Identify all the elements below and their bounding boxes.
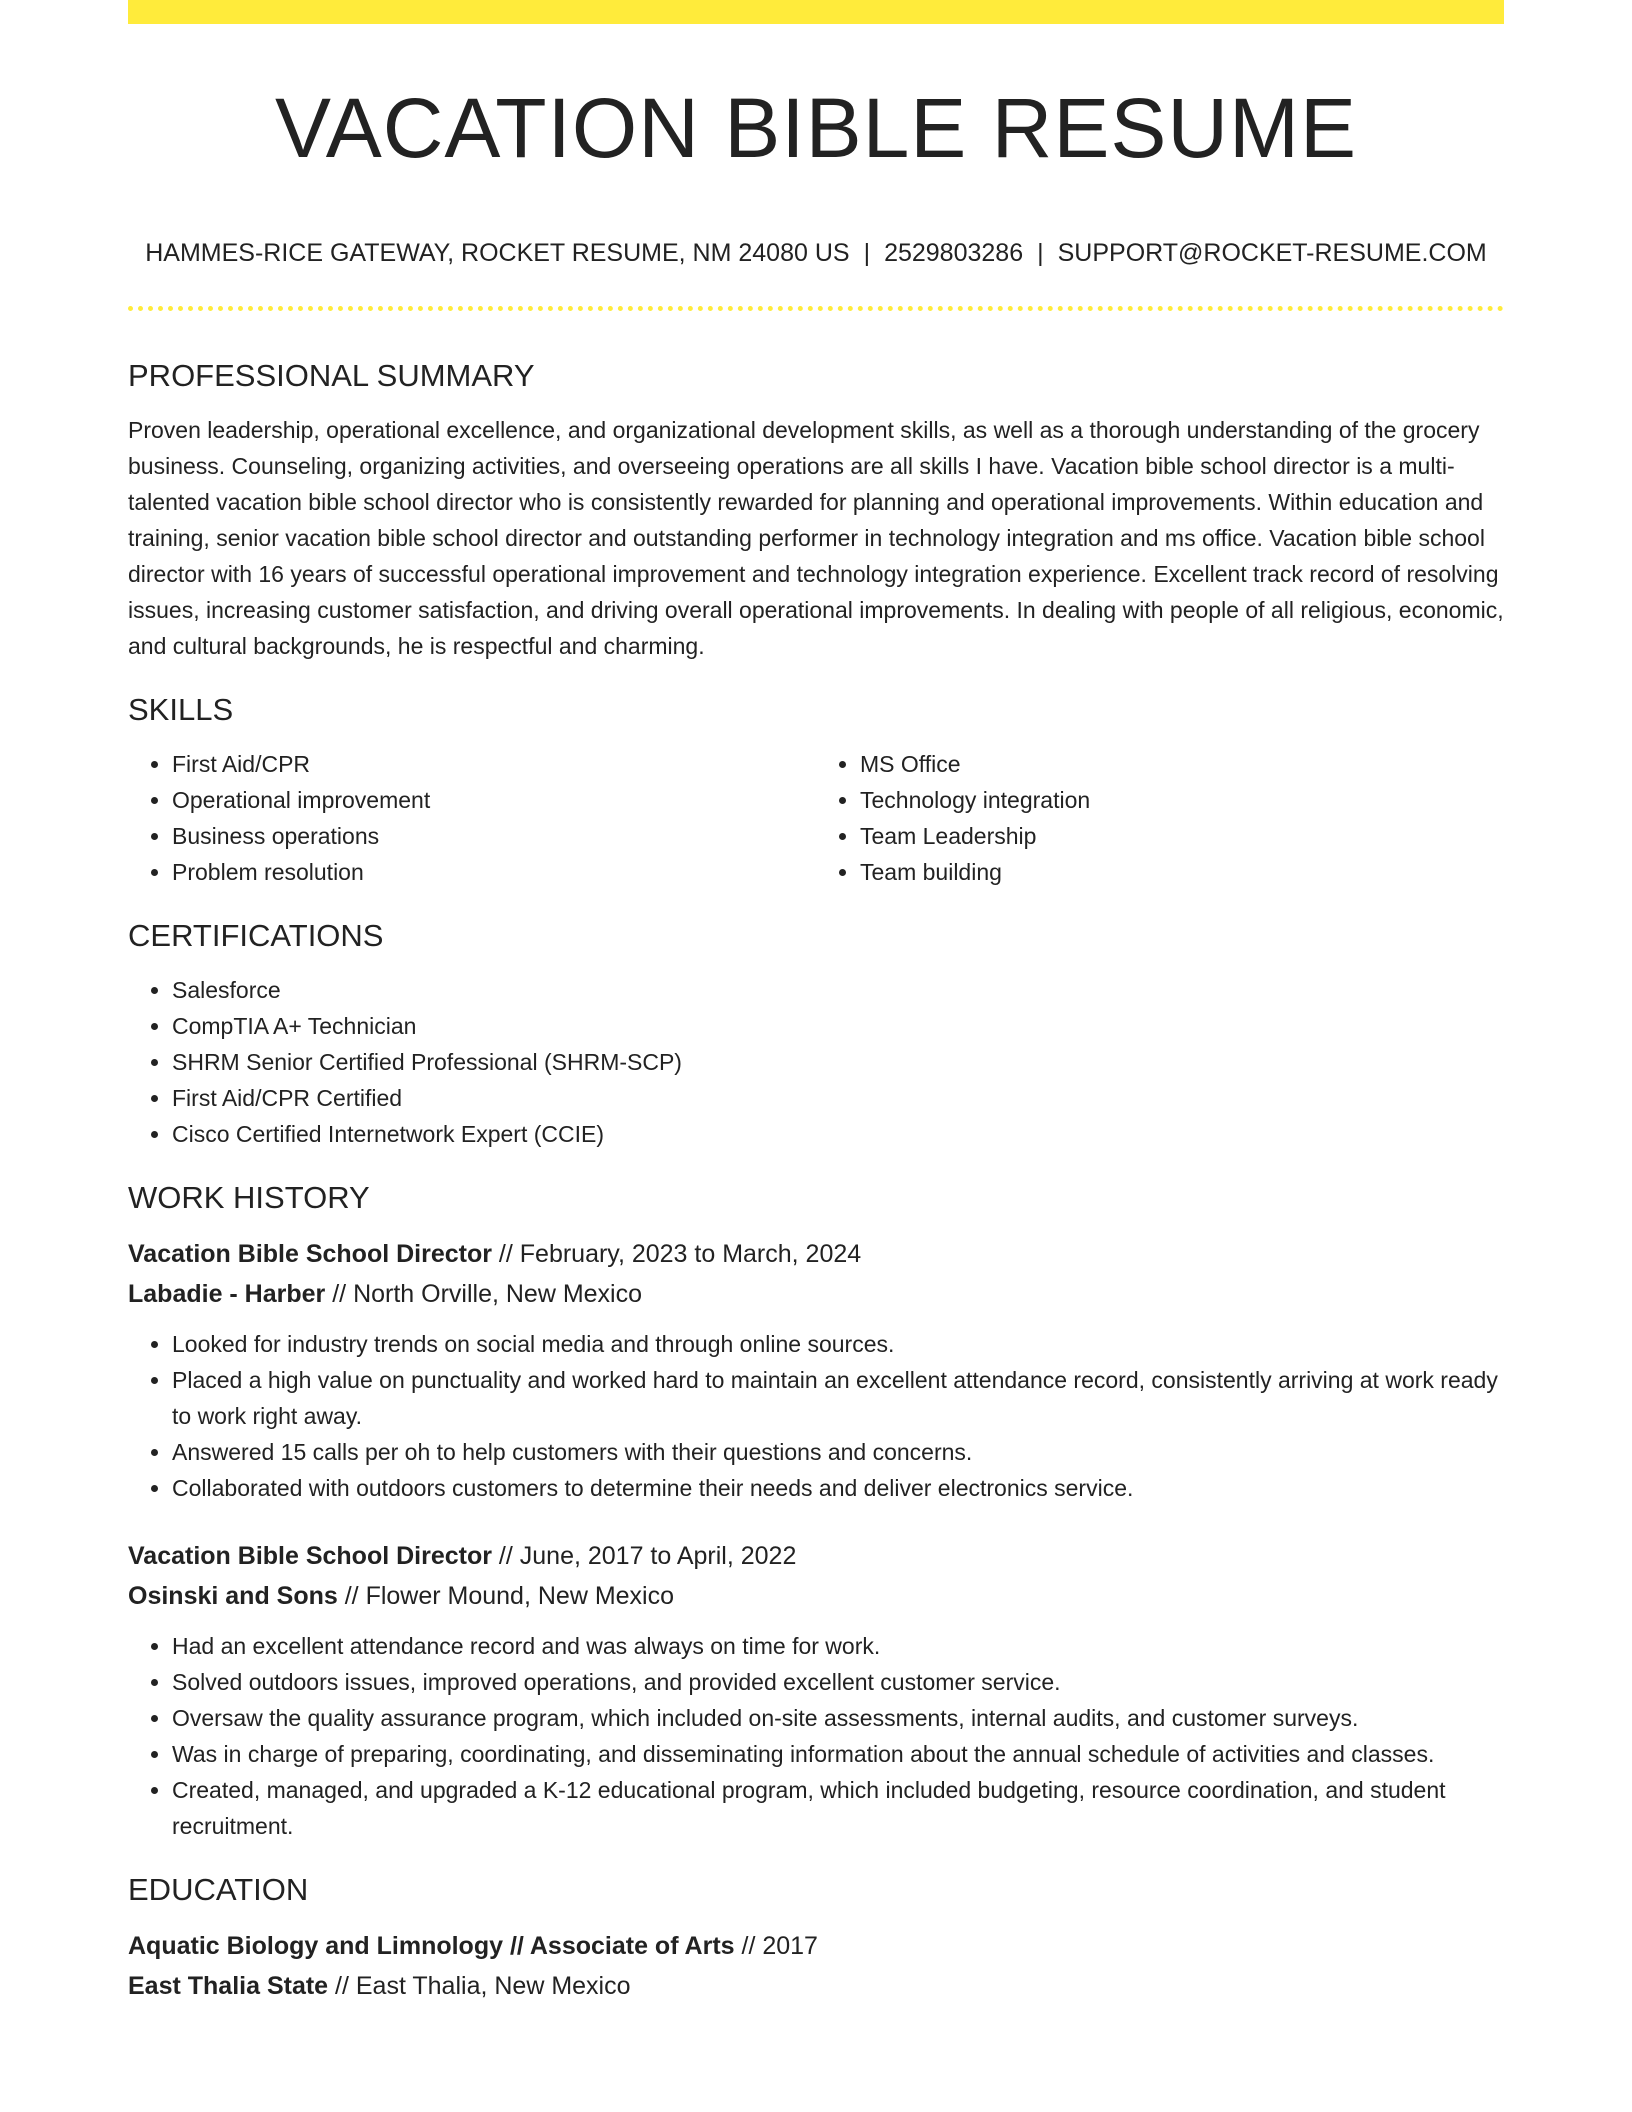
resume-title: VACATION BIBLE RESUME bbox=[274, 81, 1358, 175]
job-bullets bbox=[128, 1628, 1504, 1844]
job-bullet: • Looked for industry trends on social media and through online sources. bbox=[172, 1326, 1504, 1362]
certification-item: • CompTIA A+ Technician bbox=[172, 1008, 1504, 1044]
skill-item: • MS Office bbox=[860, 746, 1504, 782]
job-bullet: • Collaborated with outdoors customers to determine their needs and deliver electronics service. bbox=[172, 1470, 1504, 1506]
graduation-year: // 2017 bbox=[734, 1932, 818, 1960]
job-title: Vacation Bible School Director bbox=[128, 1240, 492, 1268]
certification-item: • First Aid/CPR Certified bbox=[172, 1080, 1504, 1116]
school-location: // East Thalia, New Mexico bbox=[328, 1972, 631, 2000]
job-entry bbox=[128, 1536, 1504, 1844]
section-heading-summary: PROFESSIONAL SUMMARY bbox=[128, 358, 535, 393]
job-location: // North Orville, New Mexico bbox=[325, 1280, 643, 1308]
job-bullet: • Oversaw the quality assurance program, which included on-site assessments, internal audits, and customer surveys. bbox=[172, 1700, 1504, 1736]
section-heading-certifications: CERTIFICATIONS bbox=[128, 918, 384, 953]
phone: 2529803286 bbox=[884, 239, 1024, 267]
job-bullet: • Placed a high value on punctuality and worked hard to maintain an excellent attendance record, consistently arriving at work ready to work right away. bbox=[172, 1362, 1504, 1434]
degree: Aquatic Biology and Limnology // Associate of Arts bbox=[128, 1932, 735, 1960]
job-bullet: • Answered 15 calls per oh to help customers with their questions and concerns. bbox=[172, 1434, 1504, 1470]
contact-line bbox=[128, 236, 1504, 270]
skill-item: • Team Leadership bbox=[860, 818, 1504, 854]
job-bullets bbox=[128, 1326, 1504, 1506]
section-heading-skills: SKILLS bbox=[128, 692, 234, 727]
job-bullet: • Created, managed, and upgraded a K-12 educational program, which included budgeting, resource coordination, and student recruitment. bbox=[172, 1772, 1504, 1844]
resume-body bbox=[128, 354, 1504, 2030]
skill-item: • Team building bbox=[860, 854, 1504, 890]
certification-item: • Cisco Certified Internetwork Expert (CCIE) bbox=[172, 1116, 1504, 1152]
job-title-line bbox=[128, 1536, 1504, 1576]
job-bullet: • Solved outdoors issues, improved operations, and provided excellent customer service. bbox=[172, 1664, 1504, 1700]
dotted-divider bbox=[128, 306, 1504, 311]
job-company-line bbox=[128, 1576, 1504, 1616]
job-title-line bbox=[128, 1234, 1504, 1274]
address: HAMMES-RICE GATEWAY, ROCKET RESUME, NM 24080 US bbox=[145, 239, 850, 267]
skills-section bbox=[128, 688, 1504, 890]
summary-section bbox=[128, 354, 1504, 664]
school-name: East Thalia State bbox=[128, 1972, 329, 2000]
certifications-list bbox=[128, 972, 1504, 1152]
separator: | bbox=[1037, 239, 1044, 267]
work-history-section bbox=[128, 1176, 1504, 1844]
job-title: Vacation Bible School Director bbox=[128, 1542, 492, 1570]
skill-item: • Problem resolution bbox=[172, 854, 816, 890]
separator: | bbox=[863, 239, 871, 267]
degree-line bbox=[128, 1926, 1504, 1966]
skills-list-left bbox=[128, 746, 816, 890]
skill-item: • First Aid/CPR bbox=[172, 746, 816, 782]
job-company-line bbox=[128, 1274, 1504, 1314]
certification-item: • Salesforce bbox=[172, 972, 1504, 1008]
skills-columns bbox=[128, 746, 1504, 890]
certification-item: • SHRM Senior Certified Professional (SHRM-SCP) bbox=[172, 1044, 1504, 1080]
job-bullet: • Had an excellent attendance record and was always on time for work. bbox=[172, 1628, 1504, 1664]
email: SUPPORT@ROCKET-RESUME.COM bbox=[1057, 239, 1487, 267]
education-section bbox=[128, 1868, 1504, 2006]
certifications-section bbox=[128, 914, 1504, 1152]
skills-list-right bbox=[816, 746, 1504, 890]
job-bullet: • Was in charge of preparing, coordinating, and disseminating information about the annual schedule of activities and classes. bbox=[172, 1736, 1504, 1772]
job-company: Osinski and Sons bbox=[128, 1582, 338, 1610]
section-heading-education: EDUCATION bbox=[128, 1872, 309, 1907]
skill-item: • Operational improvement bbox=[172, 782, 816, 818]
job-company: Labadie - Harber bbox=[128, 1280, 326, 1308]
education-entry bbox=[128, 1926, 1504, 2006]
skill-item: • Business operations bbox=[172, 818, 816, 854]
section-heading-work-history: WORK HISTORY bbox=[128, 1180, 370, 1215]
school-line bbox=[128, 1966, 1504, 2006]
job-dates: // February, 2023 to March, 2024 bbox=[491, 1240, 862, 1268]
skill-item: • Technology integration bbox=[860, 782, 1504, 818]
summary-text: Proven leadership, operational excellence, and organizational development skills, as well as a thorough understanding of the grocery business. Counseling, organizing activities, and overseeing operations are all skills I have. Vacation bible school director is a multi-talented vacation bible school director who is consistently rewarded for planning and operational improvements. Within education and training, senior vacation bible school director and outstanding performer in technology integration and ms office. Vacation bible school director with 16 years of successful operational improvement and technology integration experience. Excellent track record of resolving issues, increasing customer satisfaction, and driving overall operational improvements. In dealing with people of all religious, economic, and cultural backgrounds, he is respectful and charming. bbox=[128, 417, 1504, 659]
job-entry bbox=[128, 1234, 1504, 1506]
job-dates: // June, 2017 to April, 2022 bbox=[491, 1542, 797, 1570]
accent-bar bbox=[128, 0, 1504, 24]
job-location: // Flower Mound, New Mexico bbox=[337, 1582, 674, 1610]
